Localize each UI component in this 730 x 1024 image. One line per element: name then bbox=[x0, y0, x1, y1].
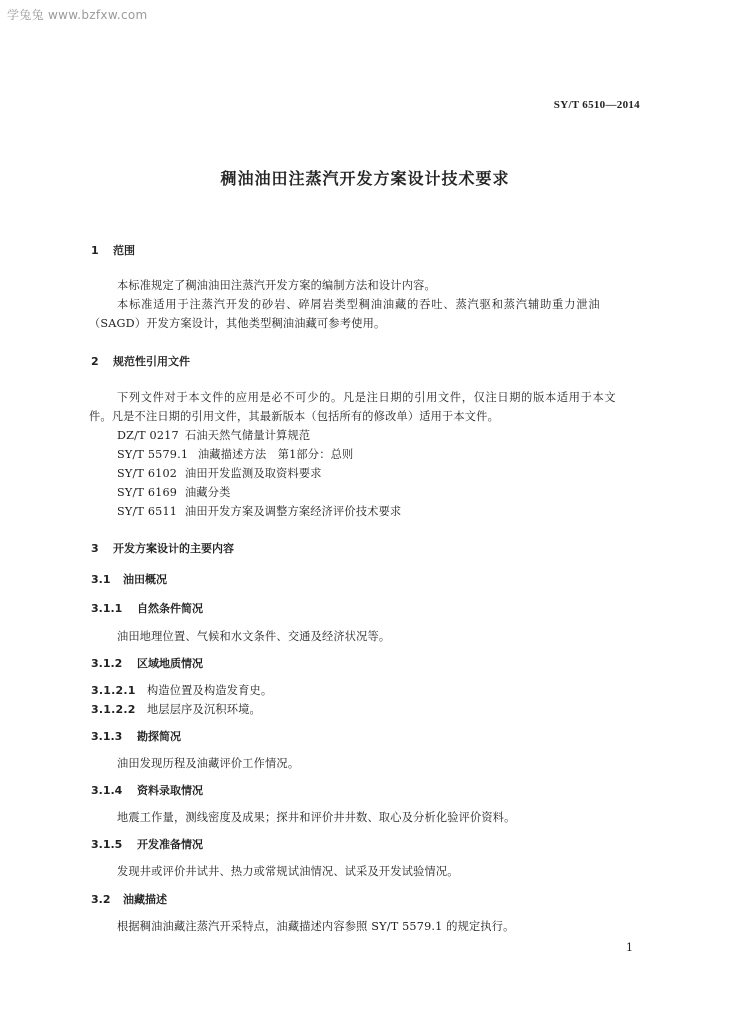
section-title: 开发方案设计的主要内容 bbox=[113, 542, 234, 555]
paragraph: 发现井或评价井试井、热力或常规试油情况、试采及开发试验情况。 bbox=[117, 865, 459, 878]
section-number: 1 bbox=[91, 244, 99, 257]
document-title: 稠油油田注蒸汽开发方案设计技术要求 bbox=[220, 169, 510, 188]
page-number: 1 bbox=[626, 941, 633, 954]
reference-item bbox=[117, 429, 310, 443]
subsection-heading bbox=[91, 657, 203, 671]
section-title: 勘探简况 bbox=[137, 730, 181, 743]
reference-code: SY/T 6169 bbox=[117, 486, 178, 499]
paragraph: 本标准规定了稠油油田注蒸汽开发方案的编制方法和设计内容。 bbox=[117, 279, 436, 292]
subsection-heading bbox=[91, 784, 203, 798]
section-number: 3.1.2 bbox=[91, 657, 123, 670]
reference-item bbox=[117, 505, 401, 519]
paragraph: 本标准适用于注蒸汽开发的砂岩、碎屑岩类型稠油油藏的吞吐、蒸汽驱和蒸汽辅助重力泄油 bbox=[117, 298, 601, 311]
reference-title: 油田开发方案及调整方案经济评价技术要求 bbox=[185, 505, 402, 518]
reference-title: 石油天然气储量计算规范 bbox=[185, 429, 311, 442]
reference-code: DZ/T 0217 bbox=[117, 429, 179, 442]
section-title: 范围 bbox=[113, 244, 135, 257]
section-number: 3 bbox=[91, 542, 99, 555]
paragraph: 下列文件对于本文件的应用是必不可少的。凡是注日期的引用文件，仅注日期的版本适用于本文 bbox=[117, 391, 617, 404]
clause-number: 3.1.2.1 bbox=[91, 684, 136, 697]
paragraph: 件。凡是不注日期的引用文件，其最新版本（包括所有的修改单）适用于本文件。 bbox=[89, 410, 499, 423]
section-number: 3.2 bbox=[91, 893, 111, 906]
clause-item bbox=[91, 684, 272, 698]
reference-title: 油藏描述方法 第1部分：总则 bbox=[198, 448, 354, 461]
section-3-heading bbox=[91, 542, 234, 556]
clause-text: 地层层序及沉积环境。 bbox=[147, 703, 261, 716]
section-1-heading bbox=[91, 244, 135, 258]
subsection-heading bbox=[91, 893, 167, 907]
paragraph: 油田地理位置、气候和水文条件、交通及经济状况等。 bbox=[117, 630, 391, 643]
paragraph: 地震工作量，测线密度及成果；探井和评价井井数、取心及分析化验评价资料。 bbox=[117, 811, 516, 824]
section-title: 资料录取情况 bbox=[137, 784, 203, 797]
reference-code: SY/T 6511 bbox=[117, 505, 178, 518]
watermark: 学兔兔 www.bzfxw.com bbox=[7, 8, 148, 22]
subsection-heading bbox=[91, 838, 203, 852]
section-2-heading bbox=[91, 355, 190, 369]
subsection-heading bbox=[91, 730, 181, 744]
section-title: 规范性引用文件 bbox=[113, 355, 190, 368]
reference-item bbox=[117, 467, 322, 481]
section-title: 开发准备情况 bbox=[137, 838, 203, 851]
section-title: 油田概况 bbox=[123, 573, 167, 586]
reference-item bbox=[117, 486, 231, 500]
reference-title: 油藏分类 bbox=[185, 486, 231, 499]
subsection-heading bbox=[91, 573, 167, 587]
standard-code: SY/T 6510—2014 bbox=[553, 99, 640, 111]
section-number: 3.1 bbox=[91, 573, 111, 586]
clause-text: 构造位置及构造发育史。 bbox=[147, 684, 273, 697]
reference-item bbox=[117, 448, 353, 462]
paragraph: （SAGD）开发方案设计，其他类型稠油油藏可参考使用。 bbox=[89, 317, 386, 330]
section-number: 3.1.4 bbox=[91, 784, 123, 797]
section-number: 2 bbox=[91, 355, 99, 368]
paragraph: 油田发现历程及油藏评价工作情况。 bbox=[117, 757, 300, 770]
section-number: 3.1.1 bbox=[91, 602, 123, 615]
reference-title: 油田开发监测及取资料要求 bbox=[185, 467, 322, 480]
section-title: 油藏描述 bbox=[123, 893, 167, 906]
clause-number: 3.1.2.2 bbox=[91, 703, 136, 716]
section-number: 3.1.5 bbox=[91, 838, 123, 851]
reference-code: SY/T 6102 bbox=[117, 467, 178, 480]
subsection-heading bbox=[91, 602, 203, 616]
clause-item bbox=[91, 703, 261, 717]
section-number: 3.1.3 bbox=[91, 730, 123, 743]
reference-code: SY/T 5579.1 bbox=[117, 448, 189, 461]
section-title: 自然条件简况 bbox=[137, 602, 203, 615]
section-title: 区域地质情况 bbox=[137, 657, 203, 670]
paragraph: 根据稠油油藏注蒸汽开采特点，油藏描述内容参照 SY/T 5579.1 的规定执行。 bbox=[117, 920, 515, 933]
